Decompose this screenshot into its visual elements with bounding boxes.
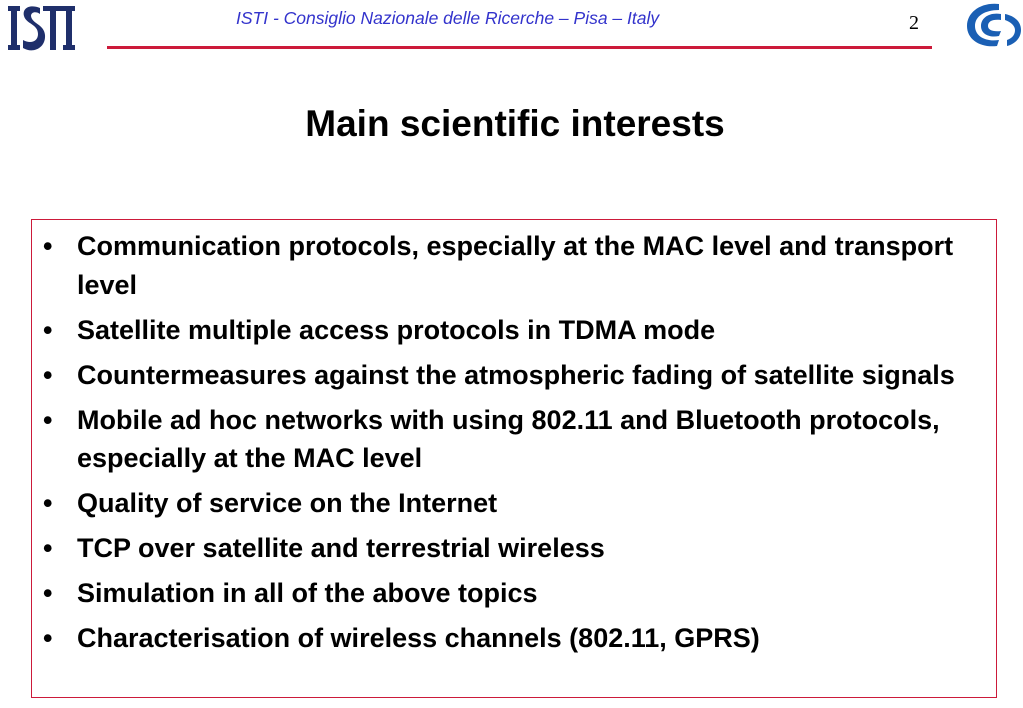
list-item bbox=[31, 401, 991, 478]
bullet-icon: • bbox=[43, 533, 53, 563]
cnr-logo bbox=[963, 0, 1023, 50]
list-item bbox=[31, 619, 991, 658]
list-item bbox=[31, 227, 991, 304]
list-item-text: Satellite multiple access protocols in TDMA mode bbox=[77, 314, 716, 345]
isti-logo bbox=[6, 2, 78, 54]
list-item-text: Simulation in all of the above topics bbox=[77, 578, 538, 608]
page-number: 2 bbox=[909, 12, 919, 34]
institution-header: ISTI - Consiglio Nazionale delle Ricerche – Pisa – Italy bbox=[236, 8, 660, 28]
list-item bbox=[31, 574, 991, 613]
list-item bbox=[31, 311, 991, 350]
bullet-icon: • bbox=[43, 578, 53, 608]
list-item bbox=[31, 529, 991, 568]
list-item-text: Mobile ad hoc networks with using 802.11 and Bluetooth protocols, especially at the MAC level bbox=[77, 404, 940, 473]
list-item bbox=[31, 484, 991, 523]
list-item-text: TCP over satellite and terrestrial wireless bbox=[77, 533, 605, 563]
header-divider bbox=[107, 46, 932, 49]
list-item-text: Communication protocols, especially at the MAC level and transport level bbox=[77, 231, 954, 300]
cnr-logo-mark bbox=[963, 0, 1023, 50]
isti-logo-mark bbox=[6, 2, 78, 54]
bullet-icon: • bbox=[43, 359, 53, 390]
bullet-icon: • bbox=[43, 623, 53, 653]
slide-title: Main scientific interests bbox=[305, 103, 725, 144]
list-item bbox=[31, 356, 991, 395]
list-item-text: Characterisation of wireless channels (802.11, GPRS) bbox=[77, 623, 760, 653]
bullet-list bbox=[31, 227, 991, 664]
bullet-icon: • bbox=[43, 314, 53, 345]
list-item-text: Quality of service on the Internet bbox=[77, 488, 498, 518]
list-item-text: Countermeasures against the atmospheric fading of satellite signals bbox=[77, 359, 955, 390]
bullet-icon: • bbox=[43, 231, 53, 261]
bullet-icon: • bbox=[43, 488, 53, 518]
bullet-icon: • bbox=[43, 404, 53, 435]
